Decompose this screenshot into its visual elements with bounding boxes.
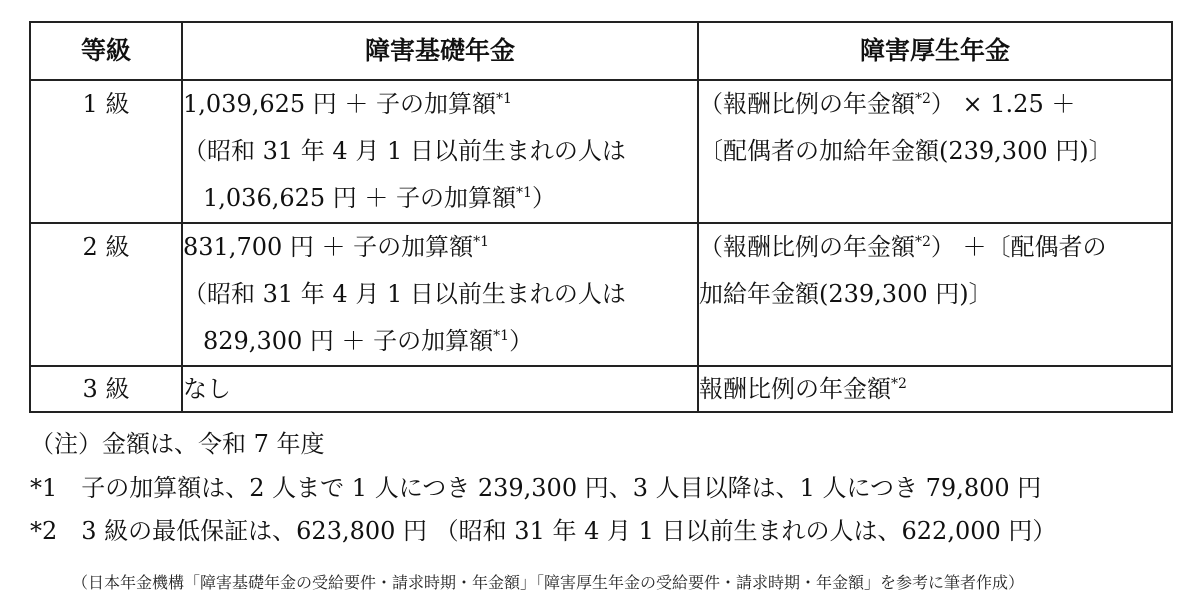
welfare-pension-cell <box>698 80 1172 223</box>
welfare-line: （報酬比例の年金額$^{*2}$） × 1.25 ＋ <box>699 90 1076 118</box>
disability-pension-table <box>29 21 1173 413</box>
header-grade: 等級 <box>30 22 182 80</box>
basic-line: 1,039,625 円 ＋ 子の加算額$^{*1}$ <box>183 90 512 118</box>
welfare-pension-cell <box>698 223 1172 366</box>
basic-pension-cell <box>182 80 698 223</box>
basic-line: 1,036,625 円 ＋ 子の加算額$^{*1}$） <box>203 184 556 212</box>
table-row <box>30 366 1172 412</box>
footnote-1: *1 子の加算額は、2 人まで 1 人につき 239,300 円、3 人目以降は、1 人につき 79,800 円 <box>30 474 1042 502</box>
table-row <box>30 80 1172 223</box>
grade-cell: 1 級 <box>30 80 182 223</box>
grade-cell: 2 級 <box>30 223 182 366</box>
basic-pension-cell <box>182 366 698 412</box>
basic-line: なし <box>183 375 231 403</box>
basic-line: 829,300 円 ＋ 子の加算額$^{*1}$） <box>203 327 534 355</box>
header-basic-pension: 障害基礎年金 <box>182 22 698 80</box>
grade-cell: 3 級 <box>30 366 182 412</box>
footnote-2: *2 3 級の最低保証は、623,800 円 （昭和 31 年 4 月 1 日以前生まれの人は、622,000 円） <box>30 517 1057 545</box>
welfare-line: （報酬比例の年金額$^{*2}$） ＋〔配偶者の <box>699 233 1107 261</box>
basic-line: （昭和 31 年 4 月 1 日以前生まれの人は <box>183 137 626 165</box>
table-row <box>30 223 1172 366</box>
welfare-line: 報酬比例の年金額$^{*2}$ <box>699 375 907 403</box>
source-citation: （日本年金機構「障害基礎年金の受給要件・請求時期・年金額」「障害厚生年金の受給要件・請求時期・年金額」を参考に筆者作成） <box>72 573 1025 592</box>
welfare-line: 加給年金額(239,300 円)〕 <box>699 280 993 308</box>
welfare-pension-cell <box>698 366 1172 412</box>
basic-line: 831,700 円 ＋ 子の加算額$^{*1}$ <box>183 233 490 261</box>
table-header-row <box>30 22 1172 80</box>
welfare-line: 〔配偶者の加給年金額(239,300 円)〕 <box>699 137 1113 165</box>
header-welfare-pension: 障害厚生年金 <box>698 22 1172 80</box>
basic-pension-cell <box>182 223 698 366</box>
footnote-note: （注）金額は、令和 7 年度 <box>30 430 325 458</box>
basic-line: （昭和 31 年 4 月 1 日以前生まれの人は <box>183 280 626 308</box>
